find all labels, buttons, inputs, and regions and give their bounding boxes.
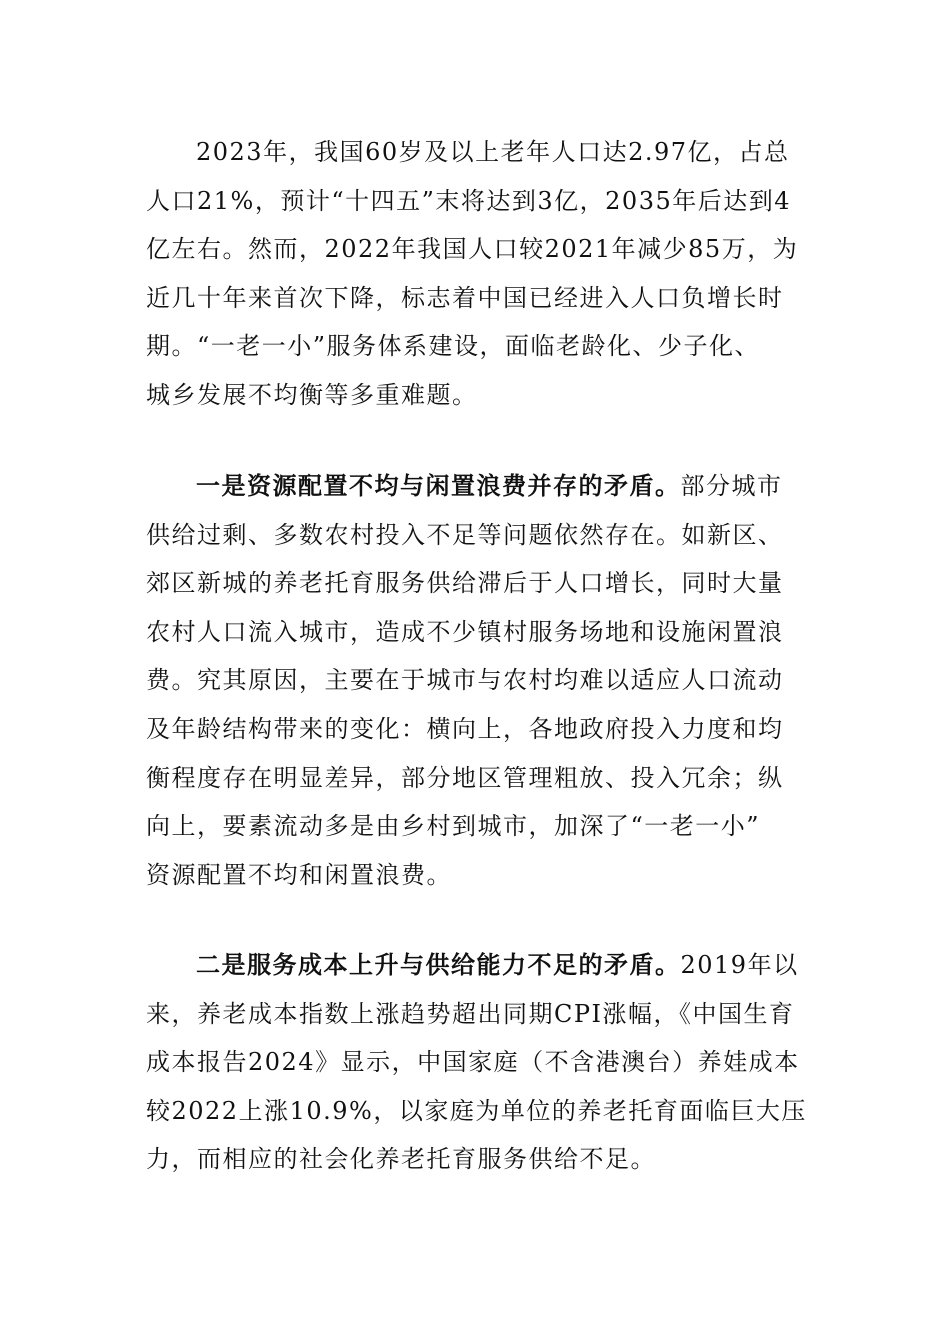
paragraph-first-line — [146, 941, 806, 990]
paragraph-line: 资源配置不均和闲置浪费。 — [146, 860, 452, 889]
paragraph-line: 费。究其原因，主要在于城市与农村均难以适应人口流动 — [146, 666, 784, 695]
paragraph-line: 衡程度存在明显差异，部分地区管理粗放、投入冗余；纵 — [146, 763, 784, 792]
paragraph-heading: 一是资源配置不均与闲置浪费并存的矛盾。 — [196, 471, 681, 500]
paragraph-line: 近几十年来首次下降，标志着中国已经进入人口负增长时 — [146, 283, 784, 312]
paragraph-resource-allocation — [146, 462, 806, 899]
paragraph-line: 成本报告2024》显示，中国家庭（不含港澳台）养娃成本 — [146, 1048, 800, 1077]
paragraph-line: 城乡发展不均衡等多重难题。 — [146, 380, 478, 409]
paragraph-line: 力，而相应的社会化养老托育服务供给不足。 — [146, 1145, 656, 1174]
paragraph-first-line-rest: 部分城市 — [680, 472, 783, 500]
paragraph-line: 亿左右。然而，2022年我国人口较2021年减少85万，为 — [146, 235, 799, 264]
paragraph-population-overview — [146, 128, 806, 420]
paragraph-line: 2023年，我国60岁及以上老年人口达2.97亿，占总 — [196, 138, 790, 166]
paragraph-line: 及年龄结构带来的变化：横向上，各地政府投入力度和均 — [146, 714, 784, 743]
paragraph-service-cost — [146, 941, 806, 1184]
paragraph-line: 较2022上涨10.9%，以家庭为单位的养老托育面临巨大压 — [146, 1096, 807, 1125]
paragraph-line: 人口21%，预计“十四五”末将达到3亿，2035年后达到4 — [146, 186, 791, 215]
paragraph-line: 郊区新城的养老托育服务供给滞后于人口增长，同时大量 — [146, 569, 784, 598]
paragraph-line: 向上，要素流动多是由乡村到城市，加深了“一老一小” — [146, 812, 761, 841]
paragraph-line: 农村人口流入城市，造成不少镇村服务场地和设施闲置浪 — [146, 617, 784, 646]
paragraph-line: 期。“一老一小”服务体系建设，面临老龄化、少子化、 — [146, 332, 761, 361]
paragraph-line: 供给过剩、多数农村投入不足等问题依然存在。如新区、 — [146, 520, 784, 549]
paragraph-first-line-rest: 2019年以 — [680, 951, 799, 979]
paragraph-heading: 二是服务成本上升与供给能力不足的矛盾。 — [196, 950, 681, 979]
paragraph-first-line — [146, 462, 806, 511]
paragraph-line: 来，养老成本指数上涨趋势超出同期CPI涨幅，《中国生育 — [146, 999, 795, 1028]
